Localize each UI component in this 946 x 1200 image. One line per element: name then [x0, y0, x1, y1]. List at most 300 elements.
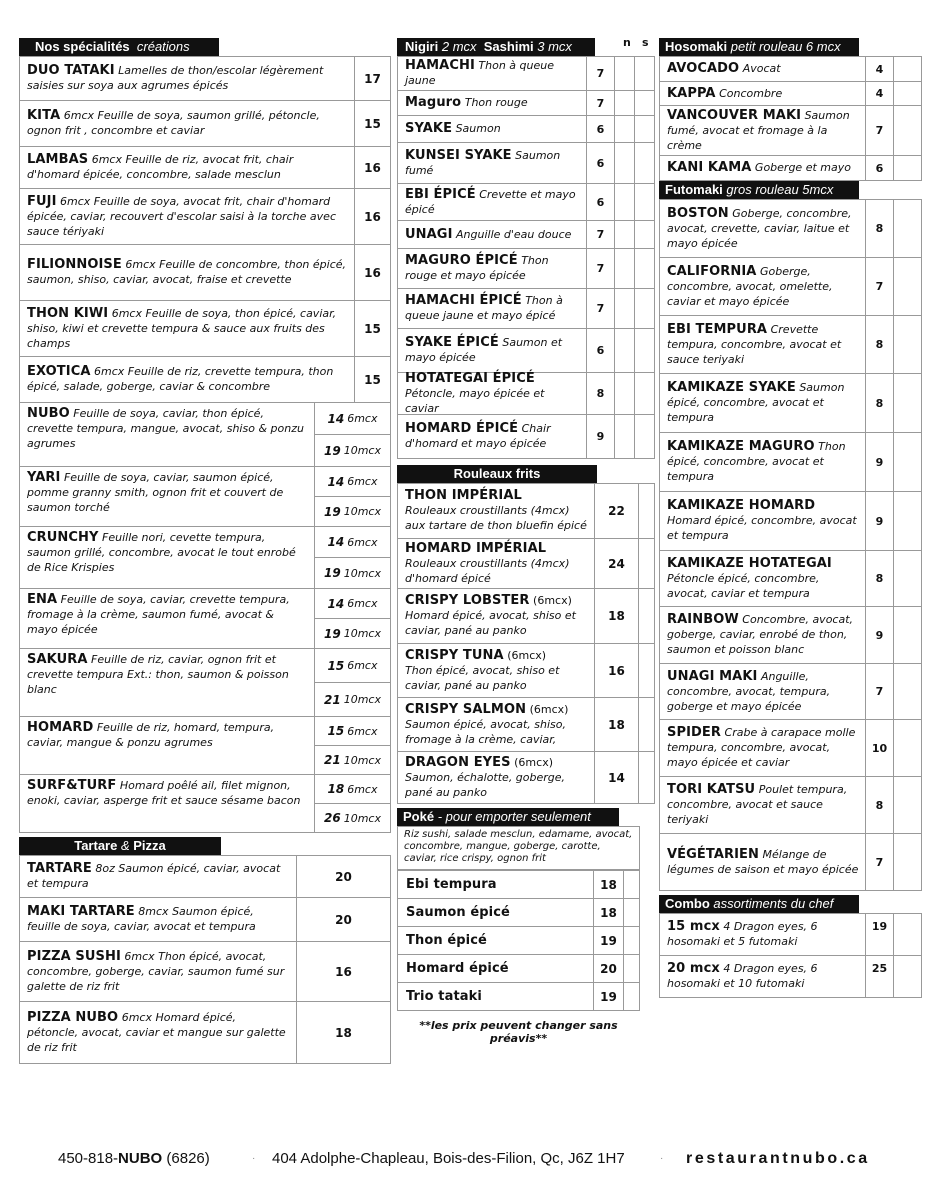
menu-item-row[interactable] — [659, 82, 922, 106]
menu-item-row[interactable] — [659, 777, 922, 834]
empty-price-cell — [634, 143, 654, 183]
menu-item-row[interactable] — [19, 301, 391, 357]
menu-item-row[interactable] — [659, 156, 922, 181]
column-right — [659, 38, 922, 998]
empty-price-cell — [893, 664, 921, 719]
menu-item-line — [667, 206, 859, 251]
menu-item-desc: 4 Dragon eyes, 6 hosomaki et 5 futomaki — [667, 920, 818, 948]
menu-item-row[interactable] — [659, 720, 922, 777]
menu-item-price: 18 — [593, 871, 623, 898]
menu-item-line — [27, 592, 308, 637]
menu-item-line — [667, 322, 859, 367]
menu-item-row[interactable] — [397, 484, 655, 539]
menu-item-row[interactable] — [397, 983, 640, 1011]
menu-item-text — [660, 956, 865, 997]
section-header-hosomaki: Hosomaki petit rouleau 6 mcx — [659, 38, 859, 56]
price-value: 14 — [327, 474, 345, 489]
empty-price-cell — [614, 249, 634, 288]
menu-item-name: AVOCADO — [667, 61, 740, 76]
menu-item-name: CALIFORNIA — [667, 263, 757, 279]
empty-price-cell — [634, 289, 654, 328]
menu-item-price: 17 — [354, 57, 390, 100]
empty-price-cell — [614, 57, 634, 90]
menu-item-text — [660, 914, 865, 955]
menu-item-name: TORI KATSU — [667, 782, 756, 797]
empty-price-cell — [623, 927, 639, 954]
price-option — [315, 435, 390, 466]
menu-item-name: TARTARE — [27, 861, 92, 876]
menu-item-price: 7 — [865, 834, 893, 890]
menu-item-desc: Saumon fumé — [405, 148, 561, 177]
menu-item-name: HOTATEGAI ÉPICÉ — [405, 370, 535, 386]
section-header-poke: Poké - pour emporter seulement — [397, 808, 619, 826]
menu-item-desc: Feuille de soya, caviar, crevette tempura, fromage à la crème, saumon fumé, avocat & mayo épicée — [27, 593, 290, 636]
menu-item-line — [27, 194, 348, 239]
menu-item-line — [406, 933, 585, 948]
menu-item-name: Saumon épicé — [406, 905, 510, 920]
empty-price-cell — [893, 374, 921, 432]
price-qty: 10mcx — [343, 444, 381, 457]
menu-item-name: FUJI — [27, 193, 57, 209]
menu-item-price: 20 — [296, 856, 390, 897]
menu-item-row[interactable] — [19, 856, 391, 898]
menu-item-desc: Thon à queue jaune et mayo épicé — [405, 294, 563, 322]
menu-item-name: VÉGÉTARIEN — [667, 846, 760, 862]
menu-item-row[interactable] — [397, 289, 655, 329]
menu-item-row[interactable] — [19, 189, 391, 245]
menu-item-line — [667, 782, 859, 827]
menu-item-row[interactable] — [659, 956, 922, 998]
menu-item-price: 6 — [586, 143, 614, 183]
menu-item-text — [398, 184, 586, 220]
menu-item-row[interactable] — [19, 649, 391, 717]
price-value: 21 — [324, 692, 341, 707]
menu-item-text — [660, 664, 865, 719]
menu-item-line — [405, 335, 580, 365]
menu-item-row[interactable] — [659, 57, 922, 82]
menu-item-desc: Feuille de riz, caviar, ognon frit et crevette tempura Ext.: thon, saumon & poisson blanc — [27, 653, 289, 696]
menu-item-desc: Thon épicé, avocat, shiso et caviar, pané au panko — [405, 663, 560, 692]
menu-item-desc: Homard épicé, concombre, avocat et tempura — [667, 514, 857, 542]
price-option — [315, 558, 390, 588]
menu-item-row[interactable] — [659, 492, 922, 551]
menu-item-line — [667, 847, 859, 877]
empty-price-cell — [614, 91, 634, 115]
menu-item-prices — [314, 649, 390, 716]
menu-item-desc: 8oz Saumon épicé, caviar, avocat et tempura — [27, 862, 281, 890]
menu-item-price: 24 — [594, 539, 638, 588]
price-value: 15 — [327, 658, 345, 673]
price-qty: 6mcx — [347, 535, 378, 549]
menu-item-row[interactable] — [19, 942, 391, 1002]
menu-item-row[interactable] — [19, 717, 391, 775]
menu-item-row[interactable] — [659, 433, 922, 492]
menu-item-row[interactable] — [397, 249, 655, 289]
empty-price-cell — [634, 116, 654, 142]
menu-item-row[interactable] — [397, 955, 640, 983]
menu-item-desc: Homard épicé, avocat, shiso et caviar, pané au panko — [405, 609, 576, 637]
menu-item-name: Trio tataki — [406, 989, 482, 1004]
menu-item-desc: Saumon épicé, avocat, shiso, fromage à la crème, caviar, — [405, 717, 567, 746]
menu-item-row[interactable] — [397, 871, 640, 899]
empty-price-cell — [893, 607, 921, 663]
price-value: 14 — [327, 535, 345, 549]
empty-price-cell — [893, 200, 921, 257]
menu-item-text — [398, 983, 593, 1010]
menu-item-desc: Crevette et mayo épicé — [405, 187, 576, 216]
menu-item-name: ENA — [27, 592, 58, 607]
menu-item-desc: 6mcx Feuille de riz, avocat frit, chair d'homard épicée, concombre, salade mesclun — [27, 153, 294, 181]
empty-price-cell — [634, 184, 654, 220]
menu-item-text — [398, 539, 594, 588]
menu-item-price: 19 — [593, 927, 623, 954]
empty-price-cell — [614, 373, 634, 414]
menu-item-desc: 6mcx Feuille de soya, saumon grillé, pétoncle, ognon frit , concombre et caviar — [27, 109, 320, 137]
menu-item-text — [20, 942, 296, 1001]
menu-item-row[interactable] — [397, 539, 655, 589]
menu-item-text — [398, 57, 586, 90]
rouleaux-table — [397, 483, 655, 804]
nigiri-col-n: n — [623, 36, 631, 49]
menu-item-line — [667, 86, 859, 101]
menu-item-text — [20, 717, 314, 774]
menu-item-qty: (6mcx) — [529, 702, 569, 716]
menu-item-name: BOSTON — [667, 205, 729, 221]
menu-item-text — [20, 189, 354, 244]
menu-item-row[interactable] — [19, 57, 391, 101]
menu-item-row[interactable] — [397, 57, 655, 91]
menu-item-text — [20, 403, 314, 466]
price-value: 19 — [324, 626, 341, 641]
menu-item-price: 8 — [865, 777, 893, 833]
price-option — [315, 467, 390, 497]
menu-item-text — [660, 200, 865, 257]
menu-item-line — [667, 612, 859, 657]
menu-item-price: 9 — [865, 607, 893, 663]
menu-item-price: 10 — [865, 720, 893, 776]
menu-item-prices — [314, 403, 390, 466]
futomaki-table — [659, 199, 922, 891]
menu-item-row[interactable] — [397, 752, 655, 804]
menu-item-row[interactable] — [397, 370, 655, 415]
menu-item-line — [405, 593, 588, 608]
menu-item-text — [660, 82, 865, 105]
menu-item-line — [667, 439, 859, 484]
menu-item-row[interactable] — [19, 245, 391, 301]
section-header-specialites: Nos spécialités créations — [19, 38, 219, 56]
menu-item-text — [398, 370, 586, 415]
footer-website[interactable]: restaurantnubo.ca — [686, 1150, 870, 1167]
empty-price-cell — [614, 221, 634, 248]
menu-item-name: THON IMPÉRIAL — [405, 488, 522, 503]
menu-item-text — [660, 607, 865, 663]
menu-item-text — [398, 589, 594, 643]
menu-item-name: DUO TATAKI — [27, 63, 115, 78]
menu-item-row[interactable] — [19, 101, 391, 147]
price-value: 14 — [327, 596, 345, 611]
menu-item-desc: Saumon et mayo épicée — [405, 336, 563, 364]
menu-item-name: HOMARD IMPÉRIAL — [405, 540, 547, 556]
menu-item-price: 8 — [586, 373, 614, 414]
menu-item-text — [398, 249, 586, 288]
menu-item-line — [667, 264, 859, 309]
menu-item-desc: Mélange de légumes de saison et mayo épicée — [667, 847, 859, 876]
price-value: 19 — [324, 504, 341, 519]
combo-table — [659, 913, 922, 998]
menu-item-row[interactable] — [397, 589, 655, 644]
empty-price-cell — [893, 492, 921, 550]
menu-item-line — [27, 652, 308, 697]
tartare-table — [19, 855, 391, 1064]
menu-item-name: YARI — [27, 470, 61, 485]
menu-item-price: 6 — [865, 156, 893, 180]
menu-item-line — [406, 905, 585, 920]
hosomaki-table — [659, 56, 922, 181]
menu-item-desc: Thon rouge — [464, 96, 528, 109]
section-header-futomaki: Futomaki gros rouleau 5mcx — [659, 181, 859, 199]
menu-item-line — [405, 648, 588, 663]
menu-item-row[interactable] — [659, 834, 922, 891]
price-qty: 10mcx — [343, 753, 381, 767]
menu-item-name: KAMIKAZE HOTATEGAI — [667, 555, 832, 571]
menu-item-line — [406, 877, 585, 892]
menu-item-row[interactable] — [659, 106, 922, 156]
menu-item-price: 4 — [865, 82, 893, 105]
menu-item-line — [27, 257, 348, 287]
menu-item-row[interactable] — [659, 200, 922, 258]
footer-phone[interactable]: 450-818-NUBO (6826) — [58, 1150, 210, 1167]
menu-item-name: UNAGI — [405, 226, 453, 242]
menu-item-price: 15 — [354, 101, 390, 146]
menu-item-name: SURF&TURF — [27, 778, 117, 793]
menu-item-desc: Goberge, concombre, avocat, omelette, caviar et mayo épicée — [667, 264, 833, 308]
menu-item-row[interactable] — [397, 899, 640, 927]
menu-item-desc: 8mcx Saumon épicé, feuille de soya, caviar, avocat et tempura — [27, 905, 256, 933]
section-header-nigiri: Nigiri 2 mcx Sashimi 3 mcx — [397, 38, 595, 56]
menu-item-price: 16 — [354, 245, 390, 300]
empty-price-cell — [634, 221, 654, 248]
menu-item-row[interactable] — [397, 184, 655, 221]
menu-item-price: 9 — [586, 415, 614, 458]
empty-price-cell — [614, 116, 634, 142]
menu-item-text — [398, 752, 594, 803]
menu-item-row[interactable] — [19, 147, 391, 189]
nigiri-col-s: s — [642, 36, 649, 49]
price-qty: 10mcx — [343, 566, 381, 580]
menu-item-row[interactable] — [19, 898, 391, 942]
menu-item-row[interactable] — [397, 927, 640, 955]
empty-price-cell — [614, 329, 634, 372]
menu-item-row[interactable] — [659, 551, 922, 607]
menu-item-qty: (6mcx) — [507, 648, 547, 662]
menu-item-desc: Crabe à carapace molle tempura, concombre, avocat, mayo épicée et caviar — [667, 726, 856, 769]
menu-item-desc: Goberge, concombre, avocat, crevette, caviar, laitue et mayo épicée — [667, 206, 852, 250]
menu-item-text — [398, 289, 586, 328]
menu-item-row[interactable] — [19, 527, 391, 589]
menu-item-name: FILIONNOISE — [27, 257, 122, 272]
menu-item-name: DRAGON EYES — [405, 754, 511, 770]
menu-item-name: HOMARD — [27, 720, 94, 735]
menu-item-row[interactable] — [659, 664, 922, 720]
menu-item-text — [660, 492, 865, 550]
menu-item-name: KAMIKAZE MAGURO — [667, 439, 815, 454]
menu-item-desc: Saumon, échalotte, goberge, pané au panko — [405, 770, 566, 799]
menu-item-line — [405, 421, 580, 451]
empty-price-cell — [638, 698, 654, 751]
menu-item-row[interactable] — [659, 374, 922, 433]
menu-item-row[interactable] — [397, 415, 655, 459]
menu-item-price: 15 — [354, 357, 390, 402]
menu-item-row[interactable] — [19, 775, 391, 833]
price-option — [315, 527, 390, 558]
menu-item-row[interactable] — [659, 316, 922, 374]
menu-item-name: SPIDER — [667, 725, 722, 740]
menu-item-row[interactable] — [19, 403, 391, 467]
column-left — [19, 38, 391, 1064]
menu-item-desc: Feuille de soya, caviar, thon épicé, crevette tempura, mangue, avocat, shiso & ponzu agrumes — [27, 407, 304, 450]
nigiri-table — [397, 56, 655, 459]
menu-item-row[interactable] — [19, 589, 391, 649]
menu-item-desc: Saumon épicé, concombre, avocat et tempura — [667, 381, 845, 424]
menu-item-line — [406, 961, 585, 976]
menu-item-name: SYAKE — [405, 121, 453, 136]
menu-item-prices — [314, 589, 390, 648]
menu-item-row[interactable] — [397, 329, 655, 373]
menu-item-line — [667, 160, 859, 175]
menu-item-text — [20, 301, 354, 356]
price-option — [315, 717, 390, 746]
price-qty: 6mcx — [347, 475, 378, 488]
menu-item-line — [667, 380, 859, 425]
menu-item-desc: Feuille de riz, homard, tempura, caviar, mangue & ponzu agrumes — [27, 721, 275, 749]
menu-item-text — [398, 871, 593, 898]
menu-item-desc: Chair d'homard et mayo épicée — [405, 422, 551, 450]
menu-item-line — [406, 989, 585, 1004]
price-note: **les prix peuvent changer sans préavis** — [419, 1019, 618, 1045]
section-header-tartare: Tartare & Pizza — [19, 837, 221, 855]
menu-item-line — [27, 152, 348, 182]
poke-table — [397, 870, 640, 1011]
empty-price-cell — [893, 156, 921, 180]
price-qty: 10mcx — [343, 693, 381, 706]
menu-item-text — [398, 484, 594, 538]
menu-item-line — [27, 406, 308, 451]
menu-item-name: UNAGI MAKI — [667, 668, 758, 684]
menu-item-line — [405, 253, 580, 283]
menu-item-text — [20, 1002, 296, 1063]
menu-item-text — [20, 245, 354, 300]
price-qty: 10mcx — [343, 627, 381, 640]
menu-item-price: 16 — [296, 942, 390, 1001]
menu-item-price: 16 — [354, 147, 390, 188]
menu-item-price: 9 — [865, 433, 893, 491]
empty-price-cell — [893, 551, 921, 606]
empty-price-cell — [638, 752, 654, 803]
menu-item-price: 7 — [586, 57, 614, 90]
menu-item-name: NUBO — [27, 406, 70, 421]
menu-item-text — [398, 91, 586, 115]
menu-item-row[interactable] — [659, 607, 922, 664]
menu-item-line — [405, 227, 580, 242]
menu-item-line — [27, 108, 348, 138]
empty-price-cell — [623, 955, 639, 982]
menu-item-row[interactable] — [397, 116, 655, 143]
menu-item-name: CRISPY LOBSTER — [405, 593, 530, 608]
menu-item-row[interactable] — [397, 698, 655, 752]
menu-item-desc: Feuille de soya, caviar, saumon épicé, pomme granny smith, ognon frit et couvert de saumon torché — [27, 471, 284, 514]
price-value: 19 — [324, 566, 341, 580]
menu-item-desc: Saumon — [455, 122, 501, 135]
menu-item-price: 20 — [593, 955, 623, 982]
menu-item-row[interactable] — [19, 357, 391, 403]
menu-item-name: KAMIKAZE HOMARD — [667, 498, 816, 513]
menu-item-name: RAINBOW — [667, 612, 739, 627]
price-option — [315, 746, 390, 774]
menu-item-row[interactable] — [397, 644, 655, 698]
menu-item-desc: Anguille, concombre, avocat, tempura, goberge et mayo épicée — [667, 669, 831, 713]
menu-item-row[interactable] — [659, 258, 922, 316]
menu-item-row[interactable] — [397, 91, 655, 116]
menu-item-text — [20, 589, 314, 648]
menu-item-text — [398, 415, 586, 458]
menu-item-row[interactable] — [397, 221, 655, 249]
menu-item-text — [20, 57, 354, 100]
menu-item-text — [660, 258, 865, 315]
empty-price-cell — [614, 143, 634, 183]
price-value: 14 — [327, 411, 345, 426]
menu-item-text — [20, 101, 354, 146]
price-option — [315, 775, 390, 804]
menu-item-price: 22 — [594, 484, 638, 538]
empty-price-cell — [893, 57, 921, 81]
menu-item-text — [660, 551, 865, 606]
empty-price-cell — [893, 433, 921, 491]
empty-price-cell — [638, 644, 654, 697]
empty-price-cell — [614, 184, 634, 220]
price-option — [315, 589, 390, 619]
menu-item-price: 8 — [865, 551, 893, 606]
empty-price-cell — [638, 539, 654, 588]
menu-item-line — [27, 720, 308, 750]
menu-item-row[interactable] — [397, 143, 655, 184]
empty-price-cell — [893, 777, 921, 833]
menu-item-desc: Thon à queue jaune — [405, 59, 554, 87]
menu-item-desc: 4 Dragon eyes, 6 hosomaki et 10 futomaki — [667, 962, 818, 990]
menu-item-desc: 6mcx Feuille de soya, thon épicé, caviar, shiso, kiwi et crevette tempura & sauce aux fruits des champs — [27, 306, 337, 350]
menu-item-text — [398, 221, 586, 248]
section-header-rouleaux: Rouleaux frits — [397, 465, 597, 483]
menu-item-price: 15 — [354, 301, 390, 356]
empty-price-cell — [634, 329, 654, 372]
price-qty: 6mcx — [347, 724, 378, 738]
menu-item-line — [405, 121, 580, 136]
menu-item-line — [405, 371, 580, 416]
menu-item-line — [405, 187, 580, 217]
menu-item-name: HAMACHI ÉPICÉ — [405, 293, 522, 308]
menu-item-name: MAKI TARTARE — [27, 904, 135, 919]
menu-item-name: HAMACHI — [405, 58, 475, 73]
empty-price-cell — [634, 57, 654, 90]
menu-item-desc: 6mcx Homard épicé, pétoncle, avocat, caviar et mangue sur galette de riz frit — [27, 1010, 286, 1054]
price-qty: 6mcx — [347, 597, 378, 610]
menu-item-row[interactable] — [19, 1002, 391, 1064]
column-middle — [397, 38, 655, 1045]
menu-item-row[interactable] — [659, 914, 922, 956]
menu-item-line — [667, 725, 859, 770]
menu-item-row[interactable] — [19, 467, 391, 527]
menu-item-price: 8 — [865, 200, 893, 257]
menu-item-text — [398, 644, 594, 697]
